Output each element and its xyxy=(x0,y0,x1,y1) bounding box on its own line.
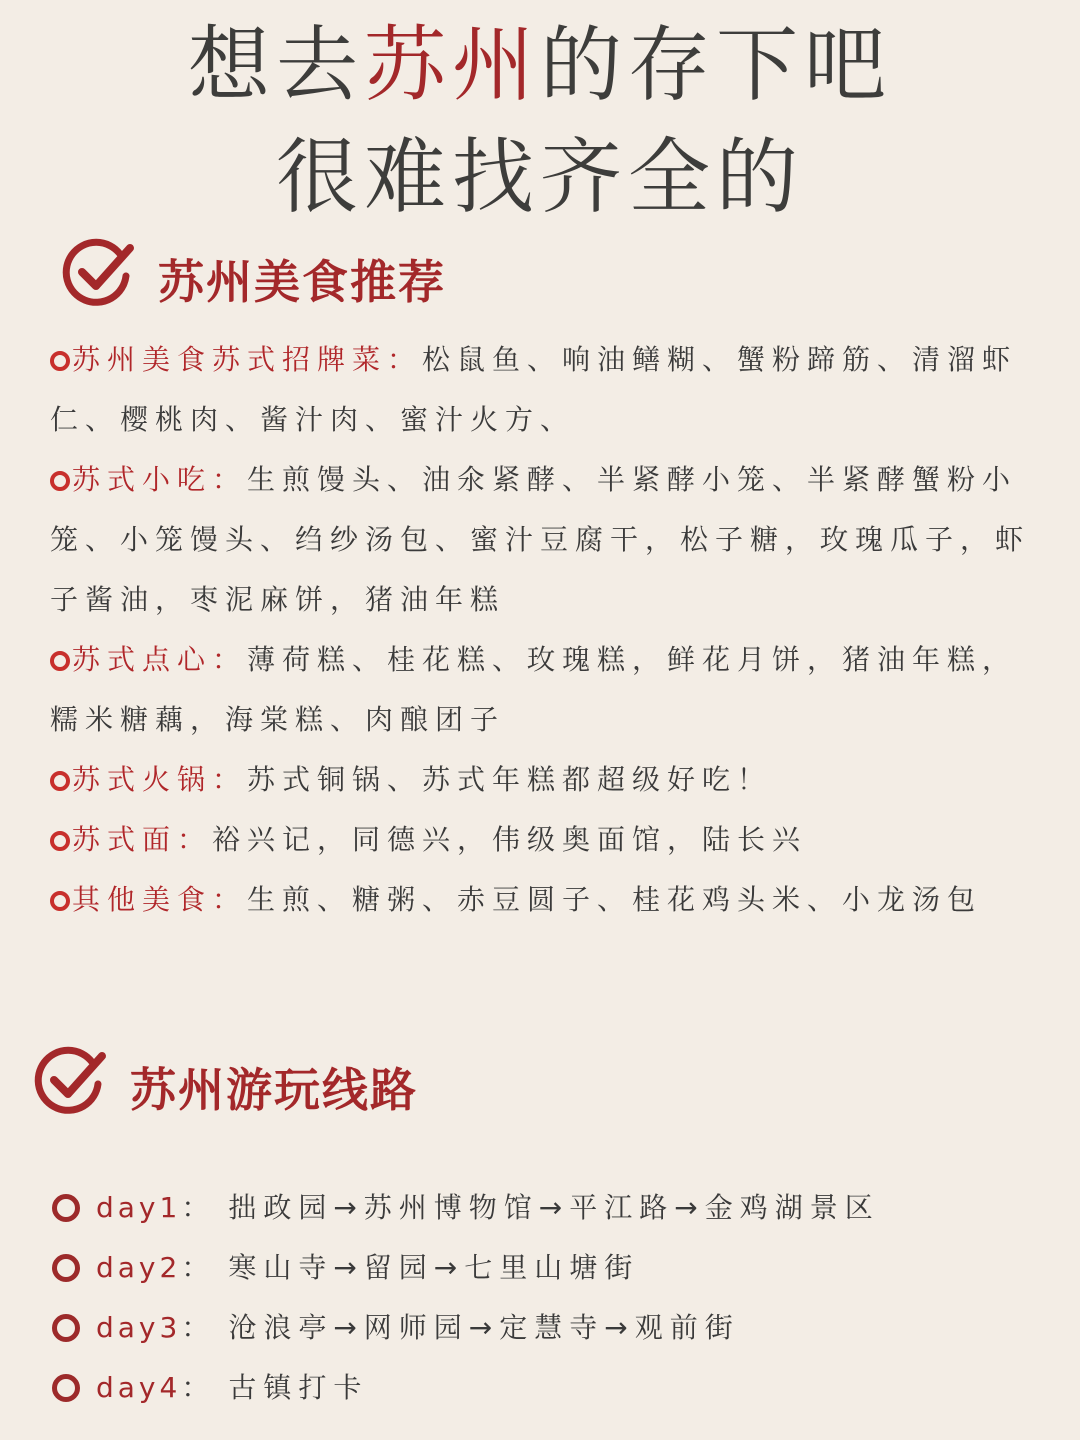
route-colon: ： xyxy=(181,1311,217,1344)
route-day: day3 xyxy=(96,1311,182,1344)
food-item-snacks xyxy=(50,450,1030,630)
circle-bullet-icon xyxy=(50,831,70,851)
title-accent-city: 苏州 xyxy=(363,18,540,113)
food-list xyxy=(50,330,1030,930)
food-item-noodles xyxy=(50,810,1030,870)
circle-bullet-icon xyxy=(52,1314,80,1342)
title-line-2: 很难找齐全的 xyxy=(275,130,804,225)
food-item-text: 苏式铜锅、苏式年糕都超级好吃！ xyxy=(247,763,773,796)
circle-bullet-icon xyxy=(52,1254,80,1282)
food-item-label: 苏式火锅： xyxy=(72,763,248,796)
food-item-hotpot xyxy=(50,750,1030,810)
route-item-day3 xyxy=(52,1298,1032,1358)
food-item-label: 其他美食： xyxy=(72,883,248,916)
route-item-day4 xyxy=(52,1358,1032,1418)
route-day: day1 xyxy=(96,1191,182,1224)
route-day: day4 xyxy=(96,1371,182,1404)
route-text: 拙政园→苏州博物馆→平江路→金鸡湖景区 xyxy=(228,1191,880,1224)
route-text: 寒山寺→留园→七里山塘街 xyxy=(228,1251,640,1284)
food-item-text: 生煎、糖粥、赤豆圆子、桂花鸡头米、小龙汤包 xyxy=(247,883,983,916)
route-item-day1 xyxy=(52,1178,1032,1238)
food-item-text: 裕兴记，同德兴，伟级奥面馆，陆长兴 xyxy=(212,823,808,856)
route-colon: ： xyxy=(181,1191,217,1224)
food-item-desserts xyxy=(50,630,1030,750)
food-item-label: 苏式小吃： xyxy=(72,463,248,496)
circle-bullet-icon xyxy=(50,471,70,491)
check-circle-icon xyxy=(60,236,136,312)
title-suffix: 的存下吧 xyxy=(540,18,893,113)
food-section-title: 苏州美食推荐 xyxy=(158,255,446,309)
circle-bullet-icon xyxy=(50,351,70,371)
route-colon: ： xyxy=(181,1251,217,1284)
food-section-header xyxy=(60,236,446,312)
route-text: 沧浪亭→网师园→定慧寺→观前街 xyxy=(228,1311,740,1344)
food-item-label: 苏州美食苏式招牌菜： xyxy=(72,343,423,376)
title-line-1 xyxy=(0,10,1080,122)
route-section-header xyxy=(32,1044,418,1120)
route-list xyxy=(52,1178,1032,1418)
circle-bullet-icon xyxy=(52,1194,80,1222)
food-item-label: 苏式面： xyxy=(72,823,213,856)
food-item-signature-dishes xyxy=(50,330,1030,450)
page-title xyxy=(0,10,1080,234)
food-item-other xyxy=(50,870,1030,930)
circle-bullet-icon xyxy=(50,891,70,911)
circle-bullet-icon xyxy=(50,651,70,671)
route-item-day2 xyxy=(52,1238,1032,1298)
route-colon: ： xyxy=(181,1371,217,1404)
food-item-text: 薄荷糕、桂花糕、玫瑰糕，鲜花月饼，猪油年糕，糯米糖藕，海棠糕、肉酿团子 xyxy=(50,643,1018,736)
food-item-label: 苏式点心： xyxy=(72,643,248,676)
circle-bullet-icon xyxy=(52,1374,80,1402)
route-day: day2 xyxy=(96,1251,182,1284)
title-prefix: 想去 xyxy=(187,18,364,113)
food-item-text: 松鼠鱼、响油鳝糊、蟹粉蹄筋、清溜虾仁、樱桃肉、酱汁肉、蜜汁火方、 xyxy=(50,343,1018,436)
route-section-title: 苏州游玩线路 xyxy=(130,1063,418,1117)
food-item-text: 生煎馒头、油氽紧酵、半紧酵小笼、半紧酵蟹粉小笼、小笼馒头、绉纱汤包、蜜汁豆腐干，松子糖，玫瑰瓜子，虾子酱油，枣泥麻饼，猪油年糕 xyxy=(50,463,1031,616)
check-circle-icon xyxy=(32,1044,108,1120)
circle-bullet-icon xyxy=(50,771,70,791)
route-text: 古镇打卡 xyxy=(228,1371,369,1404)
